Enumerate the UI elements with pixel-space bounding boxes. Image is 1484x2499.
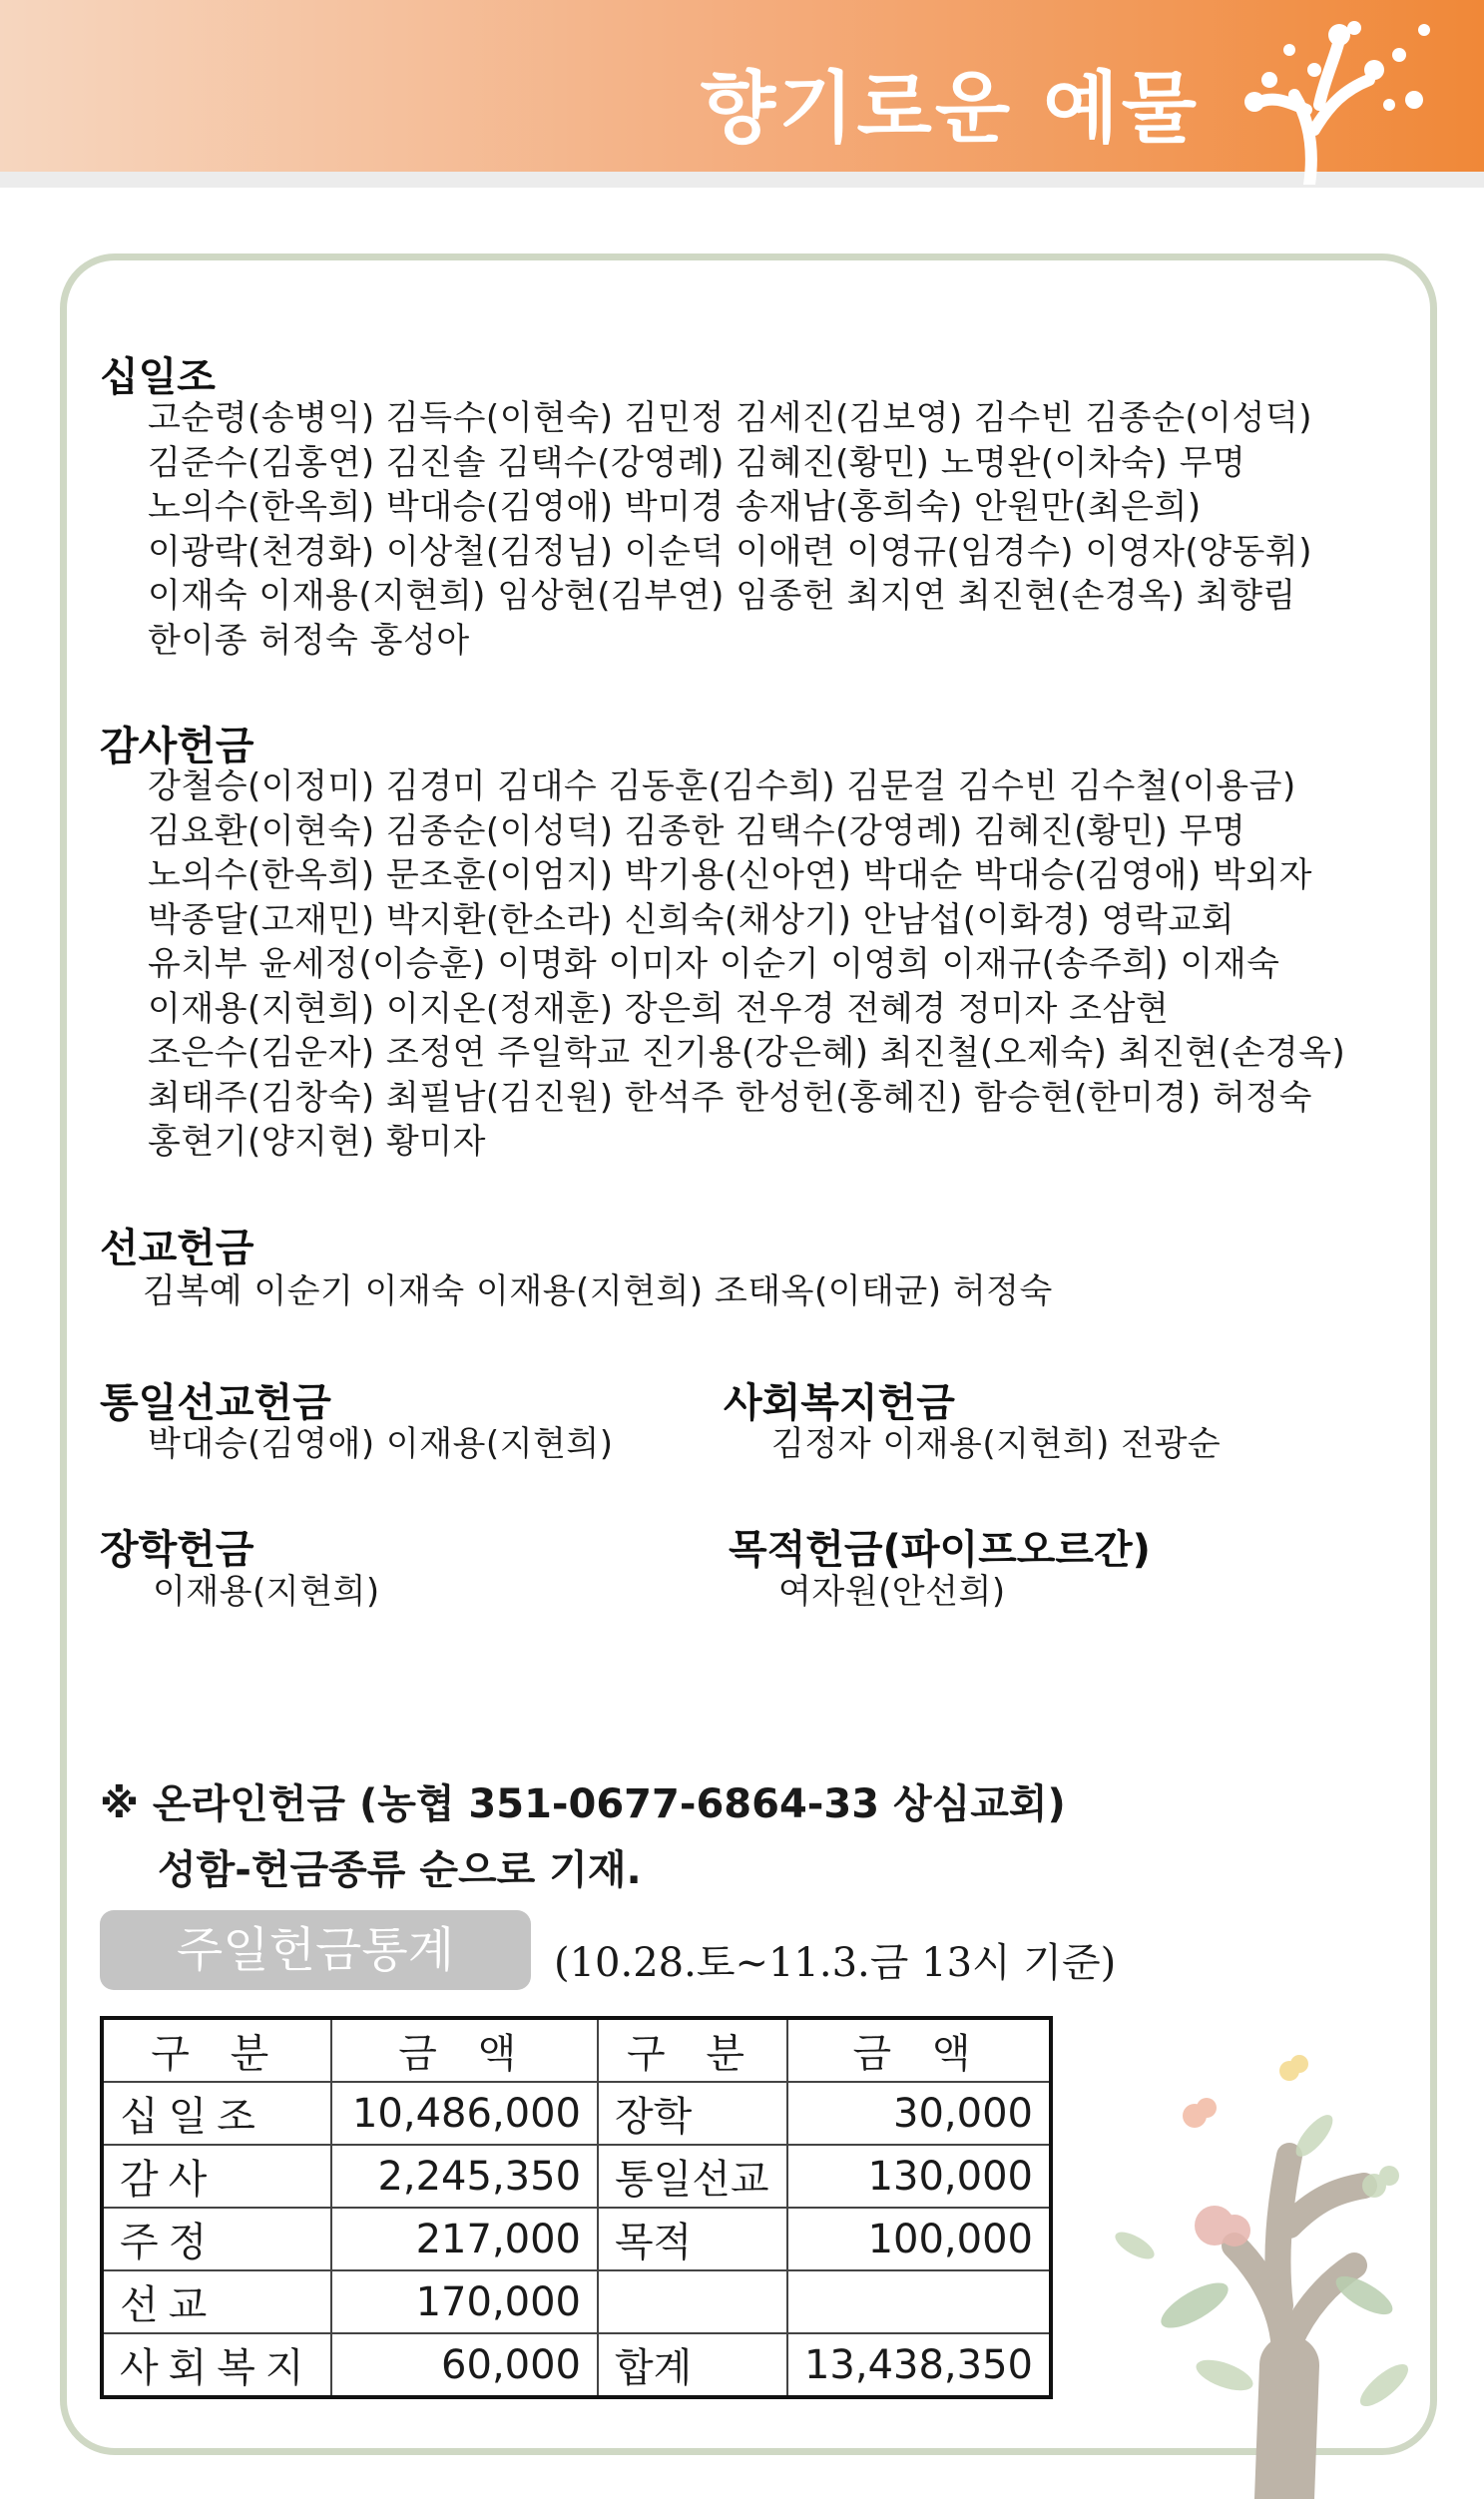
table-cell: 주정 (102, 2208, 331, 2270)
table-cell: 감사 (102, 2145, 331, 2208)
name-line: 이재숙 이재용(지현희) 임상현(김부연) 임종헌 최지연 최진현(손경옥) 최향림 (148, 576, 1296, 616)
table-cell: 2,245,350 (331, 2145, 598, 2208)
table-cell: 217,000 (331, 2208, 598, 2270)
table-cell: 30,000 (787, 2082, 1051, 2145)
name-line: 김준수(김홍연) 김진솔 김택수(강영례) 김혜진(황민) 노명완(이차숙) 무명 (148, 442, 1246, 483)
notice-line: 성함-헌금종류 순으로 기재. (158, 1847, 642, 1893)
name-line: 여자원(안선희) (778, 1572, 1006, 1612)
mission-title: 선교헌금 (100, 1226, 254, 1271)
online-offering-notice (100, 1771, 1066, 1903)
table-cell (787, 2270, 1051, 2333)
welfare-names (771, 1422, 1221, 1467)
tree-illustration (1085, 2026, 1424, 2499)
table-cell: 통일선교 (598, 2145, 787, 2208)
table-cell: 170,000 (331, 2270, 598, 2333)
table-cell: 130,000 (787, 2145, 1051, 2208)
thanks-title: 감사헌금 (100, 724, 254, 769)
purpose-names (778, 1570, 1006, 1615)
name-line: 이재용(지현희) (153, 1572, 380, 1612)
table-cell: 60,000 (331, 2333, 598, 2397)
name-line: 고순령(송병익) 김득수(이현숙) 김민정 김세진(김보영) 김수빈 김종순(이성덕) (148, 398, 1312, 438)
welfare-title: 사회복지헌금 (724, 1380, 955, 1426)
notice-line: ※ 온라인헌금 (농협 351-0677-6864-33 상심교회) (100, 1781, 1066, 1827)
table-cell: 사회복지 (102, 2333, 331, 2397)
name-line: 조은수(김운자) 조정연 주일학교 진기용(강은혜) 최진철(오제숙) 최진현(손경옥) (148, 1033, 1346, 1073)
tithe-title: 십일조 (100, 354, 216, 400)
name-line: 박대승(김영애) 이재용(지현희) (148, 1424, 614, 1464)
purpose-title: 목적헌금(파이프오르간) (729, 1527, 1151, 1573)
column-header: 금 액 (331, 2018, 598, 2082)
name-line: 홍현기(양지현) 황미자 (148, 1122, 486, 1162)
name-line: 한이종 허정숙 홍성아 (148, 620, 470, 661)
name-line: 김복예 이순기 이재숙 이재용(지현희) 조태옥(이태균) 허정숙 (143, 1271, 1053, 1311)
tree-icon (1215, 10, 1444, 185)
table-cell: 목적 (598, 2208, 787, 2270)
mission-names (143, 1269, 1053, 1314)
table-cell (598, 2270, 787, 2333)
column-header: 구 분 (102, 2018, 331, 2082)
tithe-names (148, 396, 1312, 663)
column-header: 금 액 (787, 2018, 1051, 2082)
thanks-names (148, 764, 1345, 1165)
name-line: 유치부 윤세정(이승훈) 이명화 이미자 이순기 이영희 이재규(송주희) 이재숙 (148, 944, 1280, 984)
table-row (102, 2333, 1051, 2397)
name-line: 이광락(천경화) 이상철(김정님) 이순덕 이애련 이영규(임경수) 이영자(양동휘) (148, 531, 1312, 572)
name-line: 강철승(이정미) 김경미 김대수 김동훈(김수희) 김문걸 김수빈 김수철(이용금) (148, 766, 1296, 806)
table-cell: 합계 (598, 2333, 787, 2397)
table-header-row (102, 2018, 1051, 2082)
name-line: 노의수(한옥희) 문조훈(이엄지) 박기용(신아연) 박대순 박대승(김영애) 박외자 (148, 855, 1312, 895)
scholarship-title: 장학헌금 (100, 1527, 254, 1573)
table-cell: 십일조 (102, 2082, 331, 2145)
name-line: 김정자 이재용(지현희) 전광순 (771, 1424, 1222, 1464)
table-cell: 장학 (598, 2082, 787, 2145)
unification-names (148, 1422, 614, 1467)
table-row (102, 2145, 1051, 2208)
unification-title: 통일선교헌금 (100, 1380, 331, 1426)
name-line: 이재용(지현희) 이지온(정재훈) 장은희 전우경 전혜경 정미자 조삼현 (148, 988, 1170, 1029)
offering-stats-table (100, 2016, 1053, 2399)
name-line: 최태주(김창숙) 최필남(김진원) 한석주 한성헌(홍혜진) 함승현(한미경) 허정숙 (148, 1077, 1312, 1118)
table-row (102, 2082, 1051, 2145)
table-cell: 100,000 (787, 2208, 1051, 2270)
table-row (102, 2270, 1051, 2333)
offering-stats-label: 주일헌금통계 (100, 1910, 531, 1990)
page-title: 향기로운 예물 (700, 64, 1200, 154)
name-line: 박종달(고재민) 박지환(한소라) 신희숙(채상기) 안남섭(이화경) 영락교회 (148, 899, 1235, 940)
name-line: 김요환(이현숙) 김종순(이성덕) 김종한 김택수(강영례) 김혜진(황민) 무명 (148, 810, 1246, 851)
stats-period: (10.28.토~11.3.금 13시 기준) (554, 1940, 1117, 1986)
table-cell: 13,438,350 (787, 2333, 1051, 2397)
column-header: 구 분 (598, 2018, 787, 2082)
scholarship-names (153, 1570, 380, 1615)
table-cell: 10,486,000 (331, 2082, 598, 2145)
table-cell: 선교 (102, 2270, 331, 2333)
table-row (102, 2208, 1051, 2270)
name-line: 노의수(한옥희) 박대승(김영애) 박미경 송재남(홍희숙) 안원만(최은희) (148, 487, 1202, 527)
